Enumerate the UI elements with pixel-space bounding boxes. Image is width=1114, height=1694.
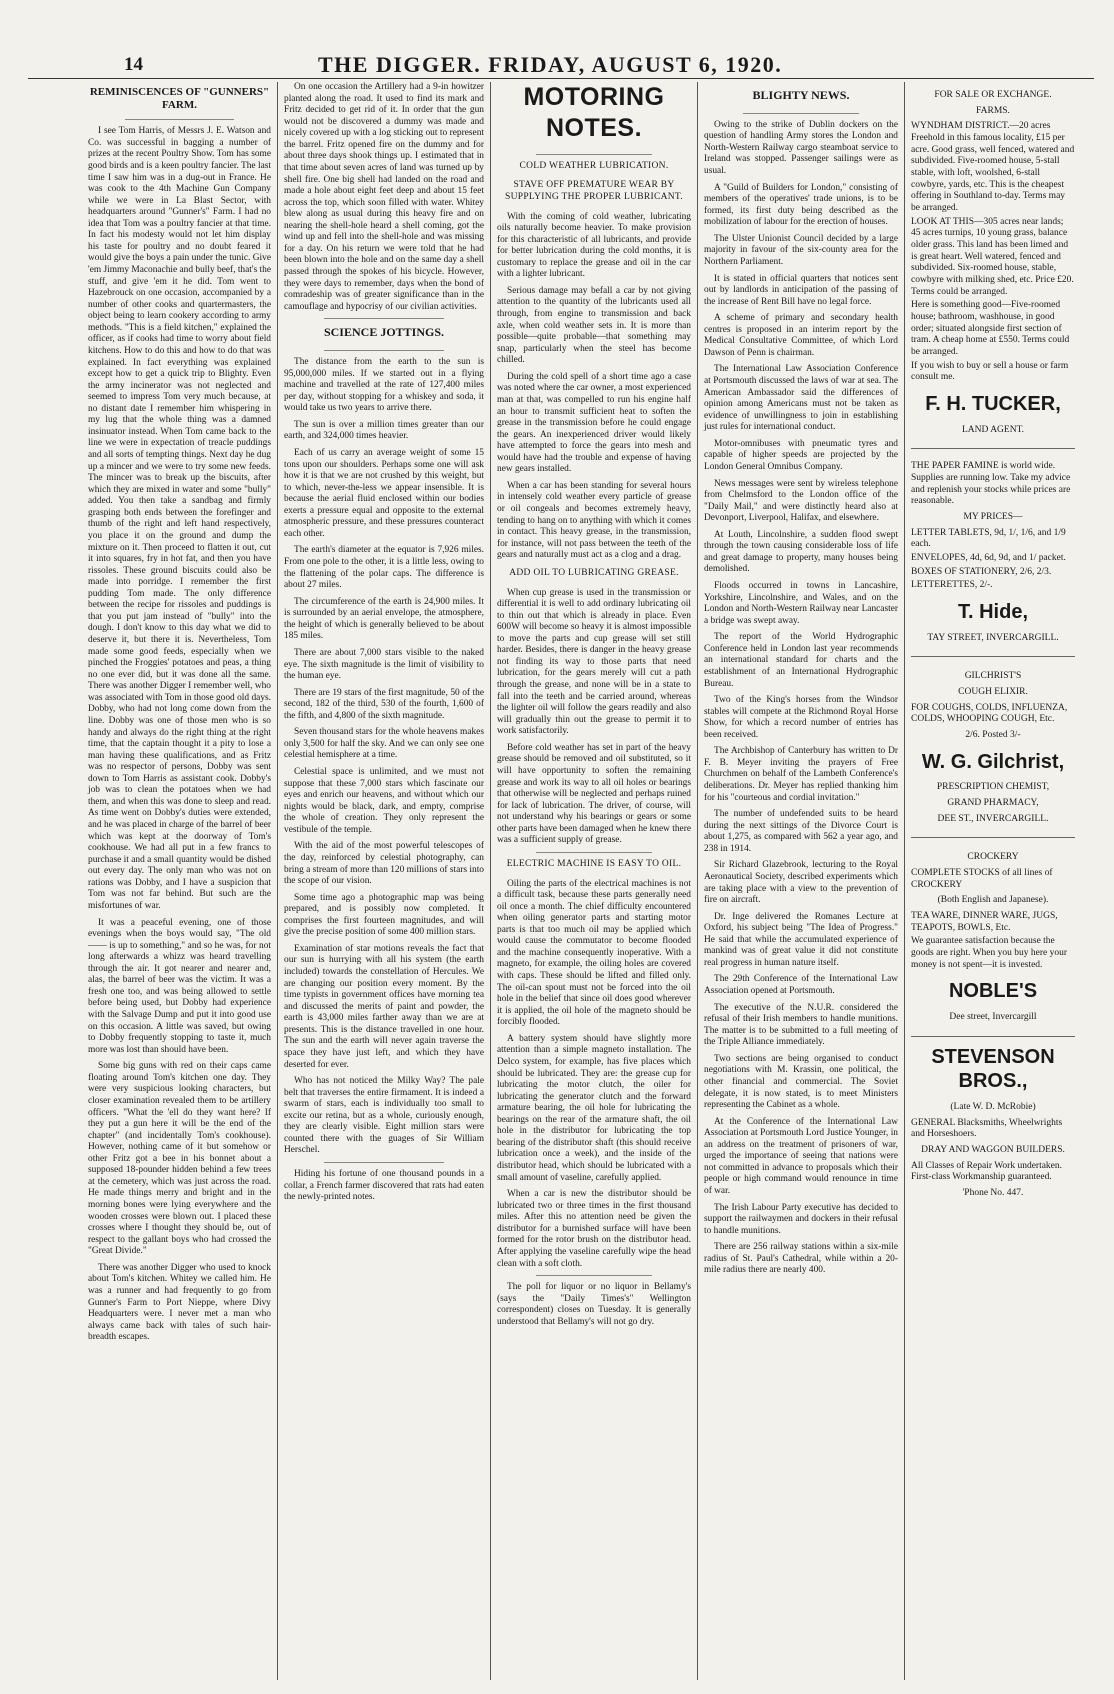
advertiser-line: PRESCRIPTION CHEMIST, (936, 782, 1050, 793)
advertiser-name: NOBLE'S (948, 980, 1038, 1003)
paragraph: When cup grease is used in the transmission or differential it is well to add ordinary lubricating oil to thin out that which is already in place. Even 600W will become so heavy it is almost impossible to move the parts and cup grease will set still harder. Besides, there is danger in the heavy grease not finding its way to those parts that need lubrication, for the gears merely will cut a path through the grease, and none will be in a state to fall into the teeth and be carried around, whereas the lighter oil will follow the gears readily and also will gradually thin out the grease to permit it to work satisfactorily. (497, 587, 691, 737)
ad-header: CROCKERY (967, 852, 1019, 863)
paragraph: When a car has been standing for several hours in intensely cold weather every particle of grease or oil congeals and becomes extremely heavy, tending to hang on to anything with which it comes in contact. This heavy grease, in the transmission, for instance, will not pass between the teeth of the gears and naturally must act as a clog and a drag. (497, 480, 691, 561)
ad-item: WYNDHAM DISTRICT.—20 acres Freehold in this famous locality, £15 per acre. Good grass, well fenced, watered and subdivided. Five-roomed house, 5-stall stable, with loft, woolshed, 6-stall cowbyre, yards, etc. This is the cheapest offering in Southland to-day. Terms may be arranged. (911, 121, 1075, 214)
divider (324, 1162, 444, 1163)
paragraph: At Louth, Lincolnshire, a sudden flood swept through the town causing considerable loss of life and great damage to property, many houses being demolished. (704, 529, 898, 575)
advertiser-address: TAY STREET, INVERCARGILL. (927, 632, 1059, 643)
paragraph: On one occasion the Artillery had a 9-in howitzer planted along the road. It used to find its mark and Fritz decided to get rid of it. In order that the gun would not be discovered a dummy was made and nicely covered up with a log sticking out to represent the barrel. Fritz opened fire on the dummy and for about three days shook things up. I estimated that in that time about seven acres of land was turned up by shell fire. One big shell had landed on the road and made a hole about eight feet deep and about 15 feet across the top, which soon filled with water. Whitey blew along as usual during this heavy fire and on nearing the shell-hole heard a shell coming, got the wind up and fell into the shell-hole and was missing for a day. On his return we were told that he had been blown into the hole and on the same day a shell passed through the spokes of his bicycle. However, they were days to remember, days when the bond of comradeship was of greater significance than in the camouflage and hypocrisy of our civilian activities. (284, 82, 484, 312)
paragraph: It is stated in official quarters that notices sent out by landlords in anticipation of the passing of the increase of Rent Bill have no legal force. (704, 273, 898, 307)
paragraph: There are about 7,000 stars visible to the naked eye. The sixth magnitude is the limit of visibility to the human eye. (284, 647, 484, 682)
column-motoring (491, 82, 698, 1680)
ad-gilchrist (911, 663, 1075, 838)
divider (536, 852, 652, 853)
section-subtitle: STAVE OFF PREMATURE WEAR BY SUPPLYING THE PROPER LUBRICANT. (505, 180, 683, 202)
paragraph: I see Tom Harris, of Messrs J. E. Watson and Co. was successful in bagging a number of prizes at the recent Poultry Show. Tom has some good birds and is a keen poultry fancier. The last time I saw him was in a dug-out in France. He was cook to the 4th Machine Gun Company while we were in La Blast Sector, with headquarters around "Gunner's" Farm. I had no idea that Tom was a poultry fancier at that time. In fact his modesty would not let him display his taste for poultry and no doubt feared it would give the boys a pain under the tunic. Give 'em Jimmy Maconachie and bully beef, that's the stuff, and give 'em it he did. Tom went to Hazebrouck on one occasion, accompanied by a number of other cooks and quartermasters, the object being to learn cookery according to army methods. "This is a field kitchen," explained the officer, as if cooks had time to worry about field kitchens. How to do this and how to do that was explained. In fact everything was explained except how to get a quick trip to Blighty. Even the army incinerator was not neglected and seemed to impress Tom very much because, at no distant date I remember him whispering in my lug that the whole thing was a damned insinuator instead. When Tom came back to the line we were in expectation of treacle puddings and all sorts of tempting things. Next day he dug up a mincer and we were to try some new feeds. The mincer was to break up the biscuits, after which they are mixed in water and some "bully" added. You then take a sandbag and firmly grasping both ends between the forefinger and thumb of the right and left hand respectively, you place it on the ground and dump the mixture on it. Then proceed to flatten it out, cut it into squares, fry in hot fat, and then you have rissoles. These ground biscuits could also be made into porridge. I remember the first pudding Tom made. The only difference between the recipe for rissoles and puddings is that you put jam instead of "bully" into the dough. I don't know to this day what we did to deserve it, but there it is. Nevertheless, Tom made some good feeds, especially when we pinched the Froggies' potatoes and peas, a thing no one ever did, but it was done all the same. There was another Digger I remember well, who was associated with Tom in those good old days. Dobby, who had not long come down from the line. Dobby was one of those men who is so handy and always do the right thing at the right time, that the captain thought it a pity to lose a man having these qualifications, and as Fritz was no respector of persons, Dobby was sent down to Tom Harris as assistant cook. Dobby's job was to clean the potatoes when we had them, and when this was done to sleep and read. As time went on Dobby's duties were extended, and he was placed in charge of the barrel of beer which was kept at the doorway of Tom's cookhouse. We had all put in a few francs to purchase it and a small quantity would be dished out every day. The only man who was not on rations was Dobby, and I have a suspicion that Tom was not far behind. But such are the misfortunes of war. (88, 126, 272, 911)
paragraph: The 29th Conference of the International Law Association opened at Portsmouth. (704, 974, 898, 996)
paragraph: A scheme of primary and secondary health centres is proposed in an interim report by the Medical Consultative Committee, of which Lord Dawson of Penn is chairman. (704, 313, 898, 358)
paragraph: The earth's diameter at the equator is 7,926 miles. From one pole to the other, it is a little less, owing to the flattening of the polar caps. The difference is about 27 miles. (284, 545, 484, 591)
ad-header: FOR SALE OR EXCHANGE. (934, 90, 1052, 100)
masthead-title: THE DIGGER. FRIDAY, AUGUST 6, 1920. (318, 52, 783, 77)
paragraph: Who has not noticed the Milky Way? The pale belt that traverses the entire firmament. It is indeed a swarm of stars, each is individually too small to excite our retina, but as a whole, curiously enough, they are clearly visible. Eight million stars were counted there with the guages of Sir William Herschel. (284, 1076, 484, 1156)
paragraph: At the Conference of the International Law Association at Portsmouth Lord Justice Younger, in an address on the treatment of prisoners of war, urged the importance of seeing that nations were not committed in advance to proposals which their people or high command would renounce in time of war. (704, 1116, 898, 1196)
paragraph: The circumference of the earth is 24,900 miles. It is surrounded by an aerial envelope, the atmosphere, the height of which is generally believed to be about 185 miles. (284, 596, 484, 642)
ad-tucker (911, 82, 1075, 449)
paragraph: The executive of the N.U.R. considered the refusal of their Irish members to handle munitions. The matter is to be submitted to a full meeting of the Triple Alliance immediately. (704, 1002, 898, 1048)
paragraph: A "Guild of Builders for London," consisting of members of the operatives' trade unions, is to be formed, its first duty being described as the mobilization of labour for the erection of houses. (704, 182, 898, 228)
advertiser-name: T. Hide, (957, 601, 1028, 624)
paragraph: Hiding his fortune of one thousand pounds in a collar, a French farmer discovered that rats had eaten the newly-printed notes. (284, 1169, 484, 1203)
paragraph: Seven thousand stars for the whole heavens makes only 3,500 for half the sky. And we can only see one celestial hemisphere at a time. (284, 727, 484, 761)
paragraph: It was a peaceful evening, one of those evenings when the boys would say, "The old —— is up to something," and so he was, for not long afterwards a whizz was heard travelling through the air. It got nearer and nearer and, alas, the barrel of beer was the victim. It was a fresh one too, and was being allowed to settle before being used, but Dobby had experience with the Salvage Dump and put it into good use on this occasion. A little was saved, but owing to Dobby frequently stopping to taste it, much more was lost than should have been. (88, 917, 271, 1055)
advertiser-name: F. H. TUCKER, (925, 393, 1061, 416)
ad-item: LOOK AT THIS—305 acres near lands; 45 acres turnips, 10 young grass, balance older grass. This land has been limed and is great heart. Well watered, fenced and subdivided. Six-roomed house, stable, cowbyre with milking shed, etc. Price £20. Terms could be arranged. (911, 216, 1074, 297)
paragraph: Before cold weather has set in part of the heavy grease should be removed and oil substituted, so it will have opportunity to soften the remaining grease and work its way to all oil holes or bearings that otherwise will be neglected and perhaps ruined for lack of lubrication. The driver, of course, will not understand why his bearings or gears or some other parts have been damaged when he knew there was a sufficient supply of grease. (497, 742, 691, 846)
paragraph: Celestial space is unlimited, and we must not suppose that these 7,000 stars which fascinate our eyes and enrich our heavens, and without which our nights would be black, dark, and empty, comprise the whole of creation. They only represent the vestibule of the temple. (284, 767, 484, 835)
paragraph: The Ulster Unionist Council decided by a large majority in favour of the six-county area for the Northern Parliament. (704, 233, 898, 267)
paragraph: Two sections are being organised to conduct negotiations with M. Krassin, one political, the other financial and commercial. The Soviet delegate, it is now stated, is to meet Ministers representing the Cabinet as a whole. (704, 1053, 898, 1111)
advertiser-name: STEVENSON BROS., (931, 1045, 1055, 1093)
ad-header: GILCHRIST'S (964, 671, 1022, 682)
paragraph: With the coming of cold weather, lubricating oils naturally become heavier. To make provision for this characteristic of all lubricants, and provide for better lubrication during the cold months, it is customary to replace the grease and oil in the car with a lighter lubricant. (497, 211, 691, 280)
columns (82, 82, 1086, 1680)
paragraph: The number of undefended suits to be heard during the next sittings of the Divorce Court is about 1,275, as compared with 562 a year ago, and 238 in 1914. (704, 809, 898, 854)
paragraph: Oiling the parts of the electrical machines is not a difficult task, because these parts generally need oil once a month. The chief difficulty encountered when oiling generator parts and starting motor parts is that too much oil may be applied which would cause the commutator to become flooded and the machine consequently inoperative. With a magneto, for example, the oiling holes are covered with caps. These should be lifted and filled only. The oil-can spout must not be forced into the oil hole in the belief that since oil does good wherever it is applied, the oil hole of the magneto should be forcibly flooded. (497, 878, 691, 1028)
article-title: MOTORING NOTES. (523, 83, 665, 142)
divider (324, 350, 444, 351)
masthead (28, 22, 1094, 79)
advertiser-address: Dee street, Invercargill (949, 1011, 1037, 1022)
column-advertisements (905, 82, 1081, 1680)
column-reminiscences (82, 82, 278, 1680)
section-title: ADD OIL TO LUBRICATING GREASE. (509, 567, 679, 578)
advertiser-role: LAND AGENT. (961, 424, 1025, 435)
divider (743, 113, 859, 114)
divider (125, 119, 235, 120)
section-title: ELECTRIC MACHINE IS EASY TO OIL. (506, 858, 682, 869)
ad-subheader: MY PRICES— (963, 512, 1023, 523)
paragraph: The distance from the earth to the sun is 95,000,000 miles. If we started out in a flying machine and travelled at the rate of 127,400 miles per day, without stopping for a whiskey and soda, it would take us two years to arrive there. (284, 357, 484, 414)
paragraph: Some time ago a photographic map was being prepared, and is possibly now completed. It comprises the first fourteen magnitudes, and will give the precise position of some 400 million stars. (284, 892, 484, 938)
paragraph: There are 19 stars of the first magnitude, 50 of the second, 182 of the third, 530 of the fourth, 1,600 of the fifth, and 4,800 of the sixth magnitude. (284, 687, 484, 721)
column-blighty-news (698, 82, 905, 1680)
ad-line: TEA WARE, DINNER WARE, JUGS, TEAPOTS, BOWLS, Etc. (911, 911, 1058, 933)
ad-line: DRAY AND WAGGON BUILDERS. (921, 1144, 1065, 1155)
ad-price: 2/6. Posted 3/- (965, 730, 1021, 741)
price-item: LETTER TABLETS, 9d, 1/, 1/6, and 1/9 each. (911, 527, 1066, 550)
ad-text: FOR COUGHS, COLDS, INFLUENZA, COLDS, WHOOPING COUGH, Etc. (911, 702, 1068, 725)
paragraph: Two of the King's horses from the Windsor stables will compete at the Richmond Royal Horse Show, for which a record number of entries has been received. (704, 695, 898, 740)
ad-text: THE PAPER FAMINE is world wide. Supplies are running low. Take my advice and replenish your stocks while prices are reasonable. (911, 461, 1071, 507)
ad-line: GENERAL Blacksmiths, Wheelwrights and Horseshoers. (911, 1117, 1063, 1140)
ad-line: (Both English and Japanese). (937, 895, 1049, 906)
paragraph: Floods occurred in towns in Lancashire, Yorkshire, Lincolnshire, and Wales, and on the London and North-Western Railway near Lancaster a bridge was swept away. (704, 581, 898, 626)
paragraph: Examination of star motions reveals the fact that our sun is hurrying with all his system (the earth included) towards the constellation of Hercules. We are changing our position every moment. By the time typists in government offices have morning tea and discussed the merits of paint and powder, the earth is 43,000 miles farther away than we are at presents. This is the distance travelled in one hour. The sun and the earth will never again traverse the space they have just left, and which they have deserted for ever. (284, 943, 484, 1070)
paragraph: The poll for liquor or no liquor in Bellamy's (says the "Daily Times's" Wellington correspondent) closes on Tuesday. It is generally understood that Bellamy's will not go dry. (497, 1282, 691, 1327)
ad-subheader: FARMS. (976, 105, 1010, 116)
divider (536, 154, 652, 155)
paragraph: Some big guns with red on their caps came floating around Tom's kitchen one day. They were very suspicious looking characters, but closer examination revealed them to be artillery officers. "What the 'ell do they want here? If they put a gun here it will be the end of the chapter" (and incidentally Tom's cookhouse). However, nothing came of it but somehow or other Fritz got a bee in his bonnet about a supposed 18-pounder hidden behind a few trees at the cemetery, which was just across the road. He made things merry and bright and in the morning bones were lying everywhere and the wooden crosses were blown out. I placed these crosses where I thought they should be, out of respect to the gallant boys who had crossed the "Great Divide." (88, 1061, 271, 1257)
column-science (278, 82, 491, 1680)
price-item: BOXES OF STATIONERY, 2/6, 2/3. (911, 566, 1052, 577)
paragraph: The report of the World Hydrographic Conference held in London last year recommends an international standard for charts and the establishment of an International Hydrographic Bureau. (704, 632, 898, 689)
paragraph: There are 256 railway stations within a six-mile radius of St. Paul's Cathedral, while within a 20-mile radius there are nearly 400. (704, 1242, 898, 1276)
paragraph: During the cold spell of a short time ago a case was noted where the car owner, a most experienced man at that, was compelled to run his engine half an hour to transmit sufficient heat to soften the grease in the transmission before he could engage the gears. An inexperienced driver would likely have attempted to force the gears into mesh and would have had the trouble and expense of having new gears installed. (497, 371, 691, 475)
paragraph: Dr. Inge delivered the Romanes Lecture at Oxford, his subject being "The Idea of Progress." He said that while the accumulated experience of mankind was of great value it did not constitute real progress in human nature itself. (704, 911, 898, 968)
paragraph: A battery system should have slightly more attention than a simple magneto installation. The Delco system, for example, has five places which should be lubricated. They are: the grease cup for lubricating the motor clutch, the oiler for lubricating the generator clutch and the forward armature bearing, the oil hole for lubricating the bearings on the rear of the armature shaft, the oil hole in the distributor for lubricating the top bearing of the distributor shaft (this should receive lubrication once a week), and the inside of the distributor head, which should be lubricated with a small amount of vaseline, carefully applied. (497, 1033, 691, 1183)
ad-hide (911, 455, 1075, 657)
paragraph: The Irish Labour Party executive has decided to support the railwaymen and dockers in their refusal to handle munitions. (704, 1202, 898, 1236)
article-title: REMINISCENCES OF "GUNNERS" FARM. (89, 86, 270, 111)
article-title: SCIENCE JOTTINGS. (323, 325, 445, 340)
divider (324, 318, 444, 319)
article-title: BLIGHTY NEWS. (752, 88, 850, 102)
advertiser-line: DEE ST., INVERCARGILL. (937, 813, 1049, 824)
ad-item: If you wish to buy or sell a house or farm consult me. (911, 360, 1069, 383)
advertiser-name: W. G. Gilchrist, (921, 750, 1065, 773)
paragraph: Motor-omnibuses with pneumatic tyres and capable of higher speeds are projected by the London General Omnibus Company. (704, 438, 898, 472)
paragraph: The International Law Association Conference at Portsmouth discussed the laws of war at sea. The American Ambassador said the differences of opinion among Americans must not be taken as evidence of unwillingness to join in establishing just rules for international conduct. (704, 364, 898, 433)
page-number: 14 (124, 54, 143, 75)
paragraph: Sir Richard Glazebrook, lecturing to the Royal Aeronautical Society, described experiments which are taking place with a view to the prevention of fire on aircraft. (704, 860, 898, 906)
ad-item: Here is something good—Five-roomed house; bathroom, washhouse, in good order; situated alongside first section of tram. A cheap home at £550. Terms could be arranged. (911, 300, 1070, 358)
ad-line: 'Phone No. 447. (962, 1187, 1024, 1198)
ad-line: COMPLETE STOCKS of all lines of CROCKERY (911, 868, 1053, 890)
paragraph: With the aid of the most powerful telescopes of the day, reinforced by celestial photography, can bring a stream of more than 120 millions of stars into the scope of our vision. (284, 841, 484, 887)
paragraph: The Archbishop of Canterbury has written to Dr F. B. Meyer inviting the prayers of Free Churchmen on behalf of the Lambeth Conference's deliberations. Dr. Meyer has replied thanking him for his "courteous and cordial invitation." (704, 746, 898, 803)
paragraph: News messages were sent by wireless telephone from Chelmsford to the London office of the "Daily Mail," and were distinctly heard also at Devonport, Liverpool, Halifax, and elsewhere. (704, 478, 898, 524)
paragraph: Each of us carry an average weight of some 15 tons upon our shoulders. Perhaps some one will ask how it is that we are not crushed by this weight, but to which, never-the-less we appear insensible. It is because the aerial fluid enclosed within our bodies exerts a pressure equal and opposite to the external atmospheric pressure, and these pressures counteract each other. (284, 447, 484, 539)
paragraph: Serious damage may befall a car by not giving attention to the quantity of the lubricants used all through, from engine to transmission and back axle, when cold weather sets in. It is more than possible—quite probable—that something may snap, particularly when the steel has become chilled. (497, 285, 691, 366)
ad-nobles (911, 844, 1075, 1036)
paragraph: Owing to the strike of Dublin dockers on the question of handling Army stores the London and North-Western Railway cargo steamboat service to Ireland was stopped. Passenger sailings were as usual. (704, 119, 898, 176)
paragraph: There was another Digger who used to knock about Tom's kitchen. Whitey we called him. He was a runner and had frequently to go from Gunner's Farm to Port Nieppe, where Divy Headquarters were. I never met a man who always came back with tales of such hair-breadth escapes. (88, 1262, 271, 1343)
ad-stevenson (911, 1045, 1075, 1200)
divider (536, 1275, 652, 1276)
price-item: LETTERETTES, 2/-. (911, 580, 993, 591)
advertiser-line: GRAND PHARMACY, (947, 798, 1039, 808)
section-title: COLD WEATHER LUBRICATION. (519, 160, 669, 171)
paragraph: The sun is over a million times greater than our earth, and 324,000 times heavier. (284, 419, 484, 442)
ad-line: (Late W. D. McRobie) (950, 1101, 1036, 1112)
ad-subheader: COUGH ELIXIR. (958, 687, 1028, 698)
paragraph: When a car is new the distributor should be lubricated two or three times in the first thousand miles. After this no attention need be given the distributor for a burnished surface will have been formed for the rotor brush on the distributor head. After applying the vaseline carefully wipe the head clean with a soft cloth. (497, 1189, 691, 1269)
price-item: ENVELOPES, 4d, 6d, 9d, and 1/ packet. (911, 553, 1066, 564)
ad-line: All Classes of Repair Work undertaken. First-class Workmanship guaranteed. (911, 1160, 1063, 1183)
ad-line: We guarantee satisfaction because the goods are right. When you buy here your money is not spent—it is invested. (911, 936, 1068, 970)
